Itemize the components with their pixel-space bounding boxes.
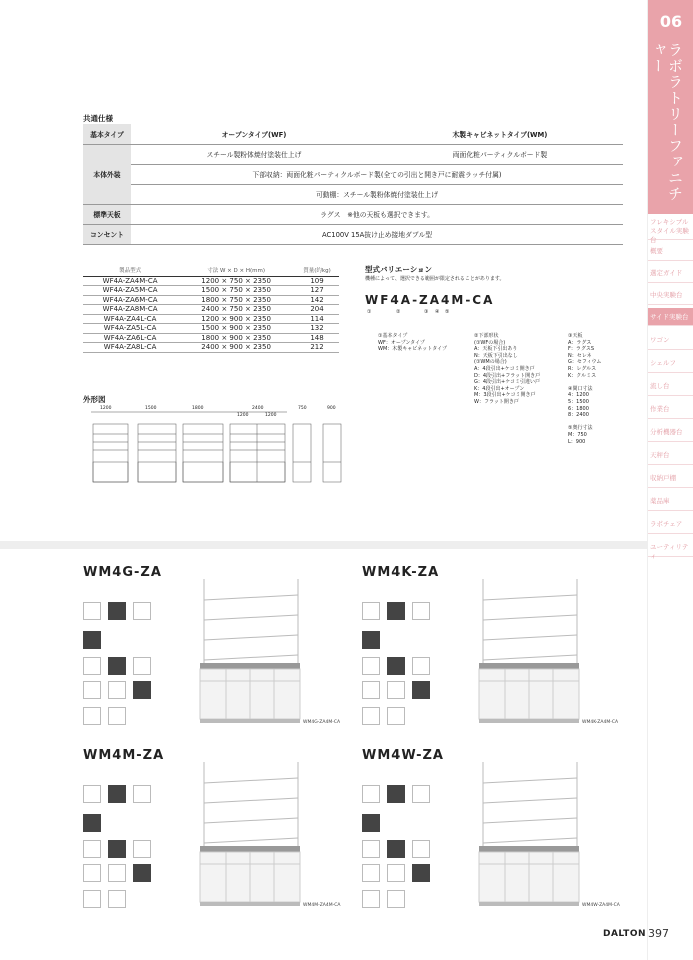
nav-item-wagon[interactable]: ワゴン (648, 332, 693, 350)
model-code: WM4M-ZA4M-CA (303, 903, 341, 908)
size-cell: WF4A-ZA5L-CA (83, 324, 177, 334)
size-row (83, 343, 339, 353)
nav-item-shelf[interactable]: シェルフ (648, 355, 693, 373)
option-icon (362, 707, 380, 725)
variation-line: M：750 (568, 431, 587, 438)
dim-label: 1200 (237, 413, 249, 418)
spec-label: コンセント (83, 224, 131, 244)
spec-cell: 木製キャビネットタイプ(WM) (377, 124, 623, 144)
variation-col-1 (378, 333, 468, 353)
spec-cell: スチール製粉体焼付塗装仕上げ (131, 144, 377, 164)
spec-label: 標準天板 (83, 204, 131, 224)
section-divider (0, 541, 647, 549)
variation-line: ⑤奥行寸法 (568, 425, 593, 432)
spec-cell: ラグス ※他の天板も選択できます。 (131, 204, 623, 224)
spec-label: 基本タイプ (83, 124, 131, 144)
option-icon (83, 864, 101, 882)
option-icon (387, 840, 405, 858)
variation-line: L：900 (568, 438, 586, 445)
nav-item-sink[interactable]: 流し台 (648, 378, 693, 396)
option-icon (412, 657, 430, 675)
variation-line: A：天板下引出あり (474, 346, 518, 353)
model-title: WM4K-ZA (362, 565, 440, 580)
option-icon (362, 681, 380, 699)
option-icon (362, 864, 380, 882)
option-icon (83, 785, 101, 803)
dim-label: 750 (298, 406, 307, 411)
variation-line: K：クルミス (568, 372, 597, 379)
size-cell: WF4A-ZA4M-CA (83, 276, 177, 286)
variation-line: 5：1500 (568, 398, 589, 405)
common-spec-table (83, 124, 623, 245)
size-cell: 142 (295, 295, 339, 305)
variation-col-3 (568, 333, 628, 445)
variation-line: M：3段引出+ケコミ開き戸 (474, 392, 536, 399)
size-cell: 1800 × 750 × 2350 (177, 295, 295, 305)
option-icon (362, 890, 380, 908)
option-icon (387, 602, 405, 620)
option-icon (133, 602, 151, 620)
cabinet-drawing (198, 758, 303, 908)
nav-item-analysis[interactable]: 分析機器台 (648, 424, 693, 442)
size-header: 質量(約kg) (295, 265, 339, 276)
size-row (83, 295, 339, 305)
variation-note: 機種によって、選択できる範囲が限定されることがあります。 (365, 276, 505, 282)
chapter-tab (648, 0, 693, 214)
size-cell: 1500 × 750 × 2350 (177, 286, 295, 296)
option-icon (108, 785, 126, 803)
model-block (362, 748, 637, 923)
chapter-sidebar (647, 0, 693, 960)
variation-line: (①WFの場合) (474, 339, 506, 346)
option-icon (387, 681, 405, 699)
option-icon (387, 657, 405, 675)
size-cell: 148 (295, 333, 339, 343)
model-title: WM4M-ZA (83, 748, 165, 763)
spec-cell: 可動棚：スチール製粉体焼付塗装仕上げ (131, 184, 623, 204)
size-cell: 1500 × 900 × 2350 (177, 324, 295, 334)
option-icon (412, 681, 430, 699)
option-icon (387, 707, 405, 725)
option-icon (133, 864, 151, 882)
size-row (83, 333, 339, 343)
nav-item-side-bench[interactable]: サイド実験台 (648, 308, 693, 326)
option-icon (362, 840, 380, 858)
cabinet-drawing (477, 575, 582, 725)
dim-label: 900 (327, 406, 336, 411)
size-cell: 1800 × 900 × 2350 (177, 333, 295, 343)
option-icon (387, 785, 405, 803)
model-block (362, 565, 637, 740)
page-number: 397 (648, 927, 669, 940)
nav-item-overview[interactable]: 概要 (648, 243, 693, 261)
variation-line: (①WMの場合) (474, 359, 507, 366)
variation-line: W：フラット開き戸 (474, 398, 519, 405)
option-icon (362, 602, 380, 620)
size-header: 製品型式 (83, 265, 177, 276)
model-block (83, 565, 358, 740)
variation-line: N：天板下引出なし (474, 352, 518, 359)
nav-item-utility[interactable]: ユーティリティ (648, 539, 693, 557)
nav-item-center-bench[interactable]: 中央実験台 (648, 287, 693, 305)
size-cell: 132 (295, 324, 339, 334)
outline-drawing (83, 404, 349, 496)
size-header: 寸法 W × D × H(mm) (177, 265, 295, 276)
size-cell: WF4A-ZA6M-CA (83, 295, 177, 305)
option-icon (387, 890, 405, 908)
option-icon (362, 814, 380, 832)
variation-line: 8：2400 (568, 412, 589, 419)
spec-cell: AC100V 15A抜け止め接地ダブル型 (131, 224, 623, 244)
option-icon (108, 707, 126, 725)
option-icon (83, 840, 101, 858)
variation-line: N：セレネ (568, 352, 592, 359)
option-icon (83, 681, 101, 699)
option-icon (108, 602, 126, 620)
size-cell: 1200 × 750 × 2350 (177, 276, 295, 286)
option-icon (412, 785, 430, 803)
variation-line: R：レグルス (568, 365, 597, 372)
variation-line: A：ラグス (568, 339, 592, 346)
variation-line: WM：木製キャビネットタイプ (378, 346, 448, 353)
size-row (83, 305, 339, 315)
size-cell: 109 (295, 276, 339, 286)
variation-marker: ② (396, 309, 401, 315)
size-cell: WF4A-ZA8L-CA (83, 343, 177, 353)
nav-item-storage[interactable]: 収納戸棚 (648, 470, 693, 488)
size-cell: 1200 × 900 × 2350 (177, 314, 295, 324)
model-block (83, 748, 358, 923)
dim-label: 1500 (145, 406, 157, 411)
model-title: WM4W-ZA (362, 748, 444, 763)
size-cell: 2400 × 900 × 2350 (177, 343, 295, 353)
option-icon (133, 785, 151, 803)
brand-logo: DALTON (603, 929, 647, 939)
option-icon (83, 890, 101, 908)
model-code: WM4K-ZA4M-CA (582, 720, 619, 725)
model-title: WM4G-ZA (83, 565, 162, 580)
variation-marker: ⑤ (445, 309, 450, 315)
option-icon (83, 657, 101, 675)
option-icon (133, 681, 151, 699)
variation-line: 4：1200 (568, 392, 589, 399)
spec-cell: オープンタイプ(WF) (131, 124, 377, 144)
spec-cell: 両面化粧パーティクルボード製 (377, 144, 623, 164)
option-icon (362, 657, 380, 675)
variation-line: K：4段引出+オープン (474, 385, 525, 392)
variation-line: WF：オープンタイプ (378, 339, 425, 346)
option-icon (108, 681, 126, 699)
variation-line (568, 379, 628, 386)
outline-title: 外形図 (83, 395, 106, 404)
chapter-number: 06 (659, 12, 683, 31)
variation-line: F：ラグスS (568, 346, 595, 353)
variation-col-2 (474, 333, 564, 406)
size-row (83, 286, 339, 296)
variation-marker: ④ (435, 309, 440, 315)
option-icon (133, 840, 151, 858)
nav-item-chair[interactable]: ラボチェア (648, 516, 693, 534)
option-icon (108, 890, 126, 908)
size-cell: WF4A-ZA4L-CA (83, 314, 177, 324)
variation-line: G：4段引出+ケコミ引違い戸 (474, 379, 541, 386)
dim-label: 2400 (252, 406, 264, 411)
nav-item-guide[interactable]: 選定ガイド (648, 265, 693, 283)
variation-marker: ① (367, 309, 372, 315)
variation-code: WF4A-ZA4M-CA (365, 293, 495, 307)
option-icon (412, 602, 430, 620)
cabinet-drawing (477, 758, 582, 908)
nav-item-balance[interactable]: 天秤台 (648, 447, 693, 465)
variation-line: ③天板 (568, 333, 583, 339)
option-icon (362, 631, 380, 649)
variation-line: A：4段引出+ケコミ開き戸 (474, 365, 535, 372)
dim-label: 1200 (265, 413, 277, 418)
variation-line: ④間口寸法 (568, 385, 593, 392)
variation-line: G：セフィウム (568, 359, 602, 366)
variation-line: ②下部形状 (474, 333, 499, 339)
variation-line: 6：1800 (568, 405, 589, 412)
option-icon (412, 864, 430, 882)
variation-title: 型式バリエーション (365, 265, 433, 274)
common-spec-title: 共通仕様 (83, 114, 113, 123)
cabinet-drawing (198, 575, 303, 725)
variation-line: D：4段引出+フラット開き戸 (474, 372, 541, 379)
option-icon (83, 814, 101, 832)
size-row (83, 324, 339, 334)
size-cell: WF4A-ZA6L-CA (83, 333, 177, 343)
model-code: WM4G-ZA4M-CA (303, 720, 341, 725)
nav-item-chemical[interactable]: 薬品庫 (648, 493, 693, 511)
option-icon (83, 602, 101, 620)
option-icon (412, 840, 430, 858)
size-row (83, 276, 339, 286)
chapter-title: ラボラトリーファニチャー (649, 42, 684, 202)
dim-label: 1800 (192, 406, 204, 411)
variation-marker: ③ (424, 309, 429, 315)
variation-line: ①基本タイプ (378, 333, 408, 339)
option-icon (83, 707, 101, 725)
size-row (83, 314, 339, 324)
option-icon (362, 785, 380, 803)
spec-cell: 下部収納：両面化粧パーティクルボード製(全ての引出と開き戸に耐震ラッチ付属) (131, 164, 623, 184)
model-code: WM4W-ZA4M-CA (582, 903, 620, 908)
spec-label: 本体外装 (83, 144, 131, 204)
dim-label: 1200 (100, 406, 112, 411)
size-cell: 204 (295, 305, 339, 315)
size-cell: WF4A-ZA5M-CA (83, 286, 177, 296)
option-icon (108, 864, 126, 882)
size-table (83, 265, 339, 353)
option-icon (108, 840, 126, 858)
option-icon (133, 657, 151, 675)
size-cell: 127 (295, 286, 339, 296)
size-cell: 114 (295, 314, 339, 324)
nav-item-workbench[interactable]: 作業台 (648, 401, 693, 419)
nav-item-flexible[interactable]: フレキシブル スタイル実験台 (648, 218, 693, 240)
option-icon (387, 864, 405, 882)
size-cell: WF4A-ZA8M-CA (83, 305, 177, 315)
size-cell: 212 (295, 343, 339, 353)
size-cell: 2400 × 750 × 2350 (177, 305, 295, 315)
option-icon (83, 631, 101, 649)
option-icon (108, 657, 126, 675)
